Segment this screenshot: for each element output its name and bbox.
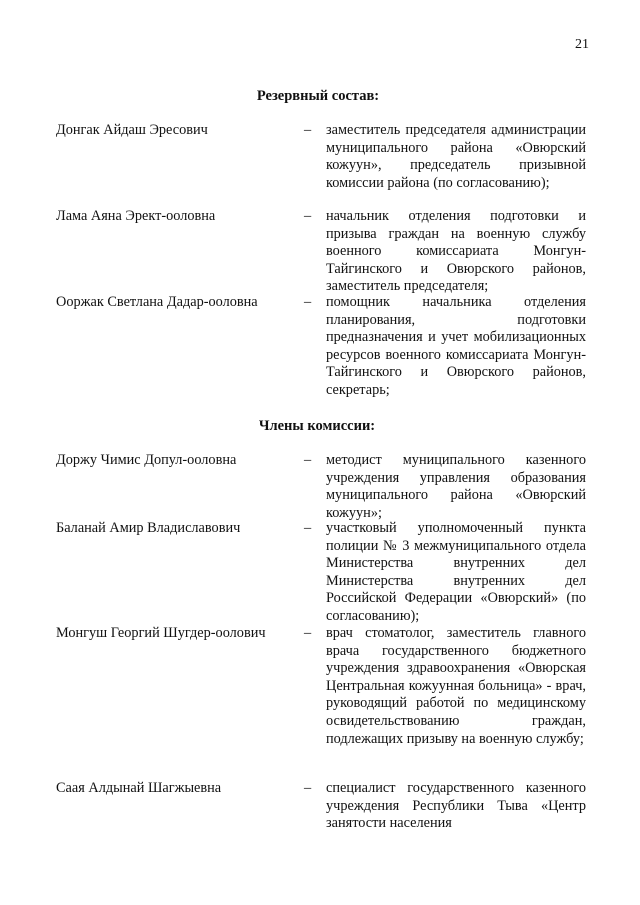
reserve-entry: [56, 122, 586, 192]
separator-dash: –: [304, 780, 312, 796]
person-name: Лама Аяна Эрект-ооловна: [56, 208, 216, 224]
members-section-title: Члены комиссии:: [258, 418, 376, 434]
separator-dash: –: [304, 208, 312, 224]
person-position: специалист государственного казенного учреждения Республики Тыва «Центр занятости населения: [326, 780, 586, 832]
member-entry: [56, 780, 586, 833]
person-name: Саая Алдынай Шагжыевна: [56, 780, 222, 796]
person-position: методист муниципального казенного учреждения управления образования муниципального района «Овюрский кожуун»;: [326, 452, 586, 521]
person-name: Ооржак Светлана Дадар-ооловна: [56, 294, 258, 310]
person-name: Донгак Айдаш Эресович: [56, 122, 208, 138]
separator-dash: –: [304, 122, 312, 138]
person-name: Доржу Чимис Допул-ооловна: [56, 452, 237, 468]
separator-dash: –: [304, 520, 312, 536]
person-name: Баланай Амир Владиславович: [56, 520, 241, 536]
person-position: участковый уполномоченный пункта полиции № 3 межмуниципального отдела Министерства внутренних дел Министерства внутренних дел Российской Федерации «Овюрский» (по согласованию);: [326, 520, 586, 624]
person-position: начальник отделения подготовки и призыва граждан на военную службу военного комиссариата Монгун-Тайгинского и Овюрского районов, заместитель председателя;: [326, 208, 586, 295]
member-entry: [56, 520, 586, 626]
page-number: 21: [575, 37, 589, 52]
reserve-section-title: Резервный состав:: [256, 88, 380, 104]
person-position: заместитель председателя администрации муниципального района «Овюрский кожуун», председатель призывной комиссии района (по согласованию);: [326, 122, 586, 191]
member-entry: [56, 625, 586, 748]
person-position: помощник начальника отделения планирования, подготовки предназначения и учет мобилизационных ресурсов военного комиссариата Монгун-Тайгинского и Овюрского районов, секретарь;: [326, 294, 586, 398]
reserve-entry: [56, 294, 586, 400]
person-position: врач стоматолог, заместитель главного врача государственного бюджетного учреждения здравоохранения «Овюрская Центральная кожуунная больница» - врач, руководящий работой по медицинскому освидетельствованию граждан, подлежащих призыву на военную службу;: [326, 625, 586, 747]
separator-dash: –: [304, 452, 312, 468]
separator-dash: –: [304, 294, 312, 310]
member-entry: [56, 452, 586, 522]
separator-dash: –: [304, 625, 312, 641]
reserve-entry: [56, 208, 586, 296]
person-name: Монгуш Георгий Шугдер-оолович: [56, 625, 266, 641]
